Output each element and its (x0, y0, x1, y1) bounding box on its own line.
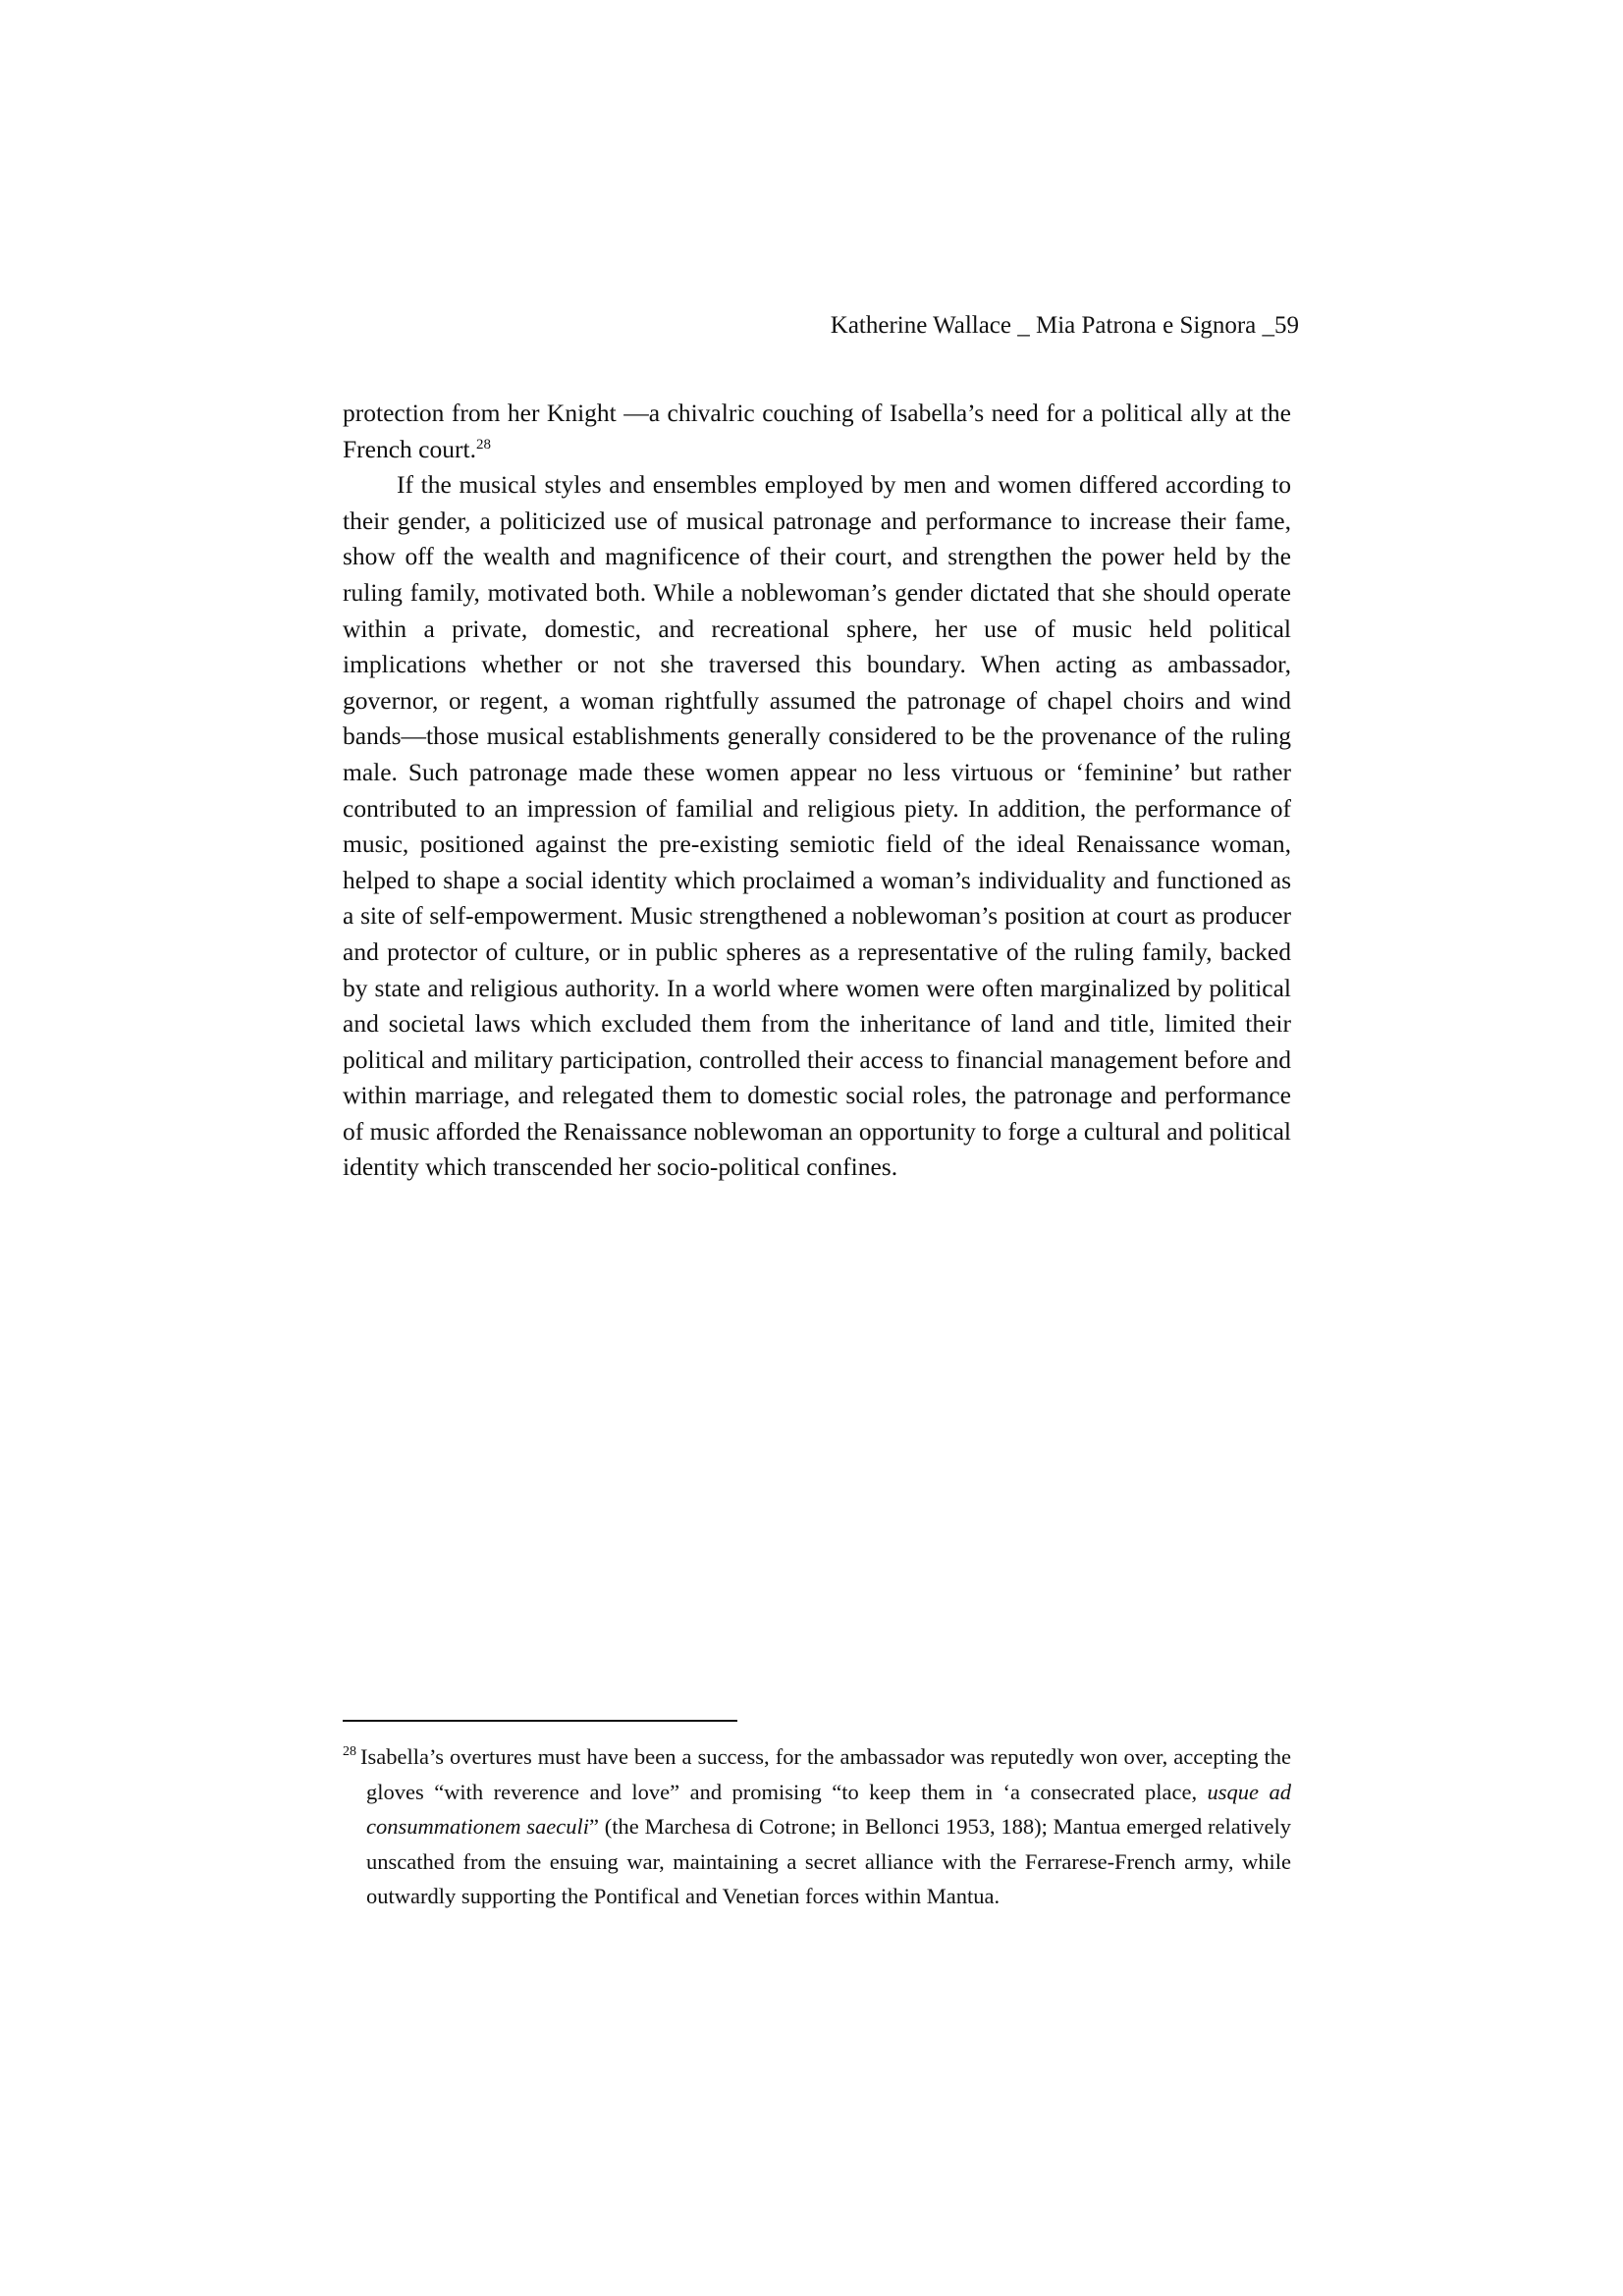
paragraph-2: If the musical styles and ensembles employed by men and women differed according to their gender, a politicized use of musical patronage and performance to increase their fame, show off the wealth and magnificence of their court, and strengthen the power held by the ruling family, motivated both. While a noblewoman’s gender dictated that she should operate within a private, domestic, and recreational sphere, her use of music held political implications whether or not she traversed this boundary. When acting as ambassador, governor, or regent, a woman rightfully assumed the patronage of chapel choirs and wind bands—those musical establishments generally considered to be the provenance of the ruling male. Such patronage made these women appear no less virtuous or ‘feminine’ but rather contributed to an impression of familial and religious piety. In addition, the performance of music, positioned against the pre-existing semiotic field of the ideal Renaissance woman, helped to shape a social identity which proclaimed a woman’s individuality and functioned as a site of self-empowerment. Music strengthened a noblewoman’s position at court as producer and protector of culture, or in public spheres as a representative of the ruling family, backed by state and religious authority. In a world where women were often marginalized by political and societal laws which excluded them from the inheritance of land and title, limited their political and military participation, controlled their access to financial management before and within marriage, and relegated them to domestic social roles, the patronage and performance of music afforded the Renaissance noblewoman an opportunity to forge a cultural and political identity which transcended her socio-political confines. (343, 470, 1291, 1182)
paragraph-1 (343, 396, 1291, 467)
footnote-latin-phrase: usque ad consummationem saeculi (366, 1779, 1291, 1840)
footnote-separator (343, 1720, 737, 1722)
footnote-text-end: ” (the Marchesa di Cotrone; in Bellonci 1953, 188); Mantua emerged relatively unscathed from the ensuing war, maintaining a secret alliance with the Ferrarese-French army, while outwardly supporting the Pontifical and Venetian forces within Mantua. (366, 1814, 1292, 1909)
running-header: Katherine Wallace _ Mia Patrona e Signora _59 (830, 312, 1299, 339)
main-text (343, 396, 1291, 1186)
paragraph-1-text: protection from her Knight —a chivalric couching of Isabella’s need for a political ally at the French court. (343, 399, 1291, 463)
footnote-number: 28 (343, 1744, 356, 1759)
footnote-28 (343, 1739, 1291, 1914)
footnote-reference: 28 (475, 436, 491, 453)
footnote-text-start: Isabella’s overtures must have been a success, for the ambassador was reputedly won over, accepting the gloves “with reverence and love” and promising “to keep them in ‘a consecrated place, (360, 1744, 1291, 1804)
